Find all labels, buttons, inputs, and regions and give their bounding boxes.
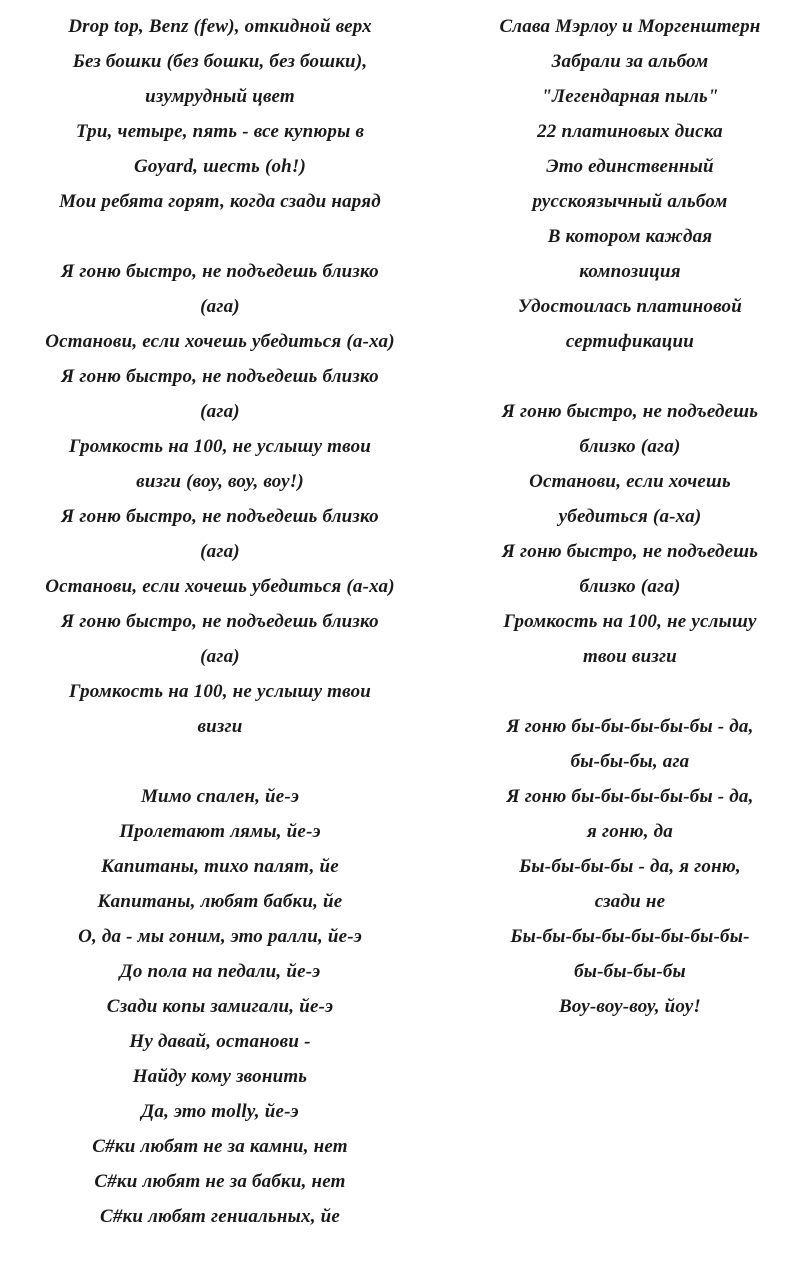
lyric-line: Я гоню быстро, не подъедешь близко bbox=[61, 506, 379, 527]
lyric-line: (ага) bbox=[200, 541, 240, 562]
lyric-line: Капитаны, тихо палят, йе bbox=[101, 856, 339, 877]
lyric-line: Капитаны, любят бабки, йе bbox=[97, 891, 343, 912]
lyric-line: убедиться (а-ха) bbox=[558, 506, 702, 527]
lyric-line: Я гоню быстро, не подъедешь близко bbox=[61, 611, 379, 632]
lyric-line: русскоязычный альбом bbox=[532, 191, 728, 212]
lyric-line: визги bbox=[197, 716, 243, 737]
lyric-line: С#ки любят не за камни, нет bbox=[92, 1136, 348, 1157]
lyrics-left-column bbox=[0, 9, 440, 1234]
lyric-line: Я гоню бы-бы-бы-бы-бы - да, bbox=[506, 716, 754, 737]
stanza-break bbox=[0, 219, 440, 254]
lyric-line: Три, четыре, пять - все купюры в bbox=[75, 121, 365, 142]
lyric-line: сертификации bbox=[565, 331, 695, 352]
lyrics-right-column bbox=[460, 9, 800, 1024]
lyric-line: Громкость на 100, не услышу твои bbox=[68, 681, 372, 702]
lyric-line: "Легендарная пыль" bbox=[541, 86, 719, 107]
lyric-line: С#ки любят не за бабки, нет bbox=[94, 1171, 346, 1192]
lyric-line: Бы-бы-бы-бы-бы-бы-бы-бы- bbox=[510, 926, 750, 947]
lyric-line: сзади не bbox=[594, 891, 666, 912]
lyric-line: Найду кому звонить bbox=[132, 1066, 308, 1087]
stanza-break bbox=[460, 674, 800, 709]
lyric-line: Пролетают лямы, йе-э bbox=[119, 821, 321, 842]
lyric-line: близко (ага) bbox=[579, 576, 681, 597]
lyric-line: (ага) bbox=[200, 401, 240, 422]
lyric-line: визги (воу, воу, воу!) bbox=[136, 471, 304, 492]
lyric-line: композиция bbox=[579, 261, 681, 282]
lyric-line: Удостоилась платиновой bbox=[518, 296, 742, 317]
lyric-line: С#ки любят гениальных, йе bbox=[99, 1206, 341, 1227]
lyric-line: Бы-бы-бы-бы - да, я гоню, bbox=[519, 856, 741, 877]
lyric-line: бы-бы-бы, ага bbox=[570, 751, 690, 772]
lyric-line: Мои ребята горят, когда сзади наряд bbox=[59, 191, 381, 212]
lyric-line: Goyard, шесть (oh!) bbox=[133, 156, 307, 177]
lyric-line: О, да - мы гоним, это ралли, йе-э bbox=[78, 926, 362, 947]
lyric-line: Я гоню бы-бы-бы-бы-бы - да, bbox=[506, 786, 754, 807]
lyric-line: твои визги bbox=[583, 646, 677, 667]
lyric-line: Я гоню быстро, не подъедешь bbox=[501, 401, 759, 422]
lyric-line: близко (ага) bbox=[579, 436, 681, 457]
lyric-line: Слава Мэрлоу и Моргенштерн bbox=[499, 16, 761, 37]
lyric-line: Да, это molly, йе-э bbox=[141, 1101, 299, 1122]
lyric-line: я гоню, да bbox=[587, 821, 673, 842]
lyric-line: Забрали за альбом bbox=[551, 51, 709, 72]
lyric-line: Громкость на 100, не услышу bbox=[503, 611, 757, 632]
lyric-line: 22 платиновых диска bbox=[537, 121, 723, 142]
lyric-line: Ну давай, останови - bbox=[129, 1031, 311, 1052]
lyric-line: Громкость на 100, не услышу твои bbox=[68, 436, 372, 457]
lyric-line: Drop top, Benz (few), откидной верх bbox=[68, 16, 372, 37]
lyric-line: Я гоню быстро, не подъедешь близко bbox=[61, 261, 379, 282]
lyric-line: Мимо спален, йе-э bbox=[140, 786, 300, 807]
lyric-line: изумрудный цвет bbox=[145, 86, 295, 107]
lyric-line: Сзади копы замигали, йе-э bbox=[106, 996, 334, 1017]
lyric-line: Останови, если хочешь bbox=[529, 471, 731, 492]
lyric-line: В котором каждая bbox=[547, 226, 713, 247]
lyric-line: Без бошки (без бошки, без бошки), bbox=[72, 51, 368, 72]
lyric-line: (ага) bbox=[200, 296, 240, 317]
lyric-line: Я гоню быстро, не подъедешь близко bbox=[61, 366, 379, 387]
lyric-line: Останови, если хочешь убедиться (а-ха) bbox=[45, 331, 395, 352]
lyric-line: Это единственный bbox=[546, 156, 714, 177]
lyric-line: (ага) bbox=[200, 646, 240, 667]
lyric-line: Воу-воу-воу, йоу! bbox=[559, 996, 701, 1017]
lyric-line: бы-бы-бы-бы bbox=[574, 961, 686, 982]
stanza-break bbox=[0, 744, 440, 779]
stanza-break bbox=[460, 359, 800, 394]
lyric-line: Я гоню быстро, не подъедешь bbox=[501, 541, 759, 562]
lyric-line: До пола на педали, йе-э bbox=[119, 961, 321, 982]
lyric-line: Останови, если хочешь убедиться (а-ха) bbox=[45, 576, 395, 597]
